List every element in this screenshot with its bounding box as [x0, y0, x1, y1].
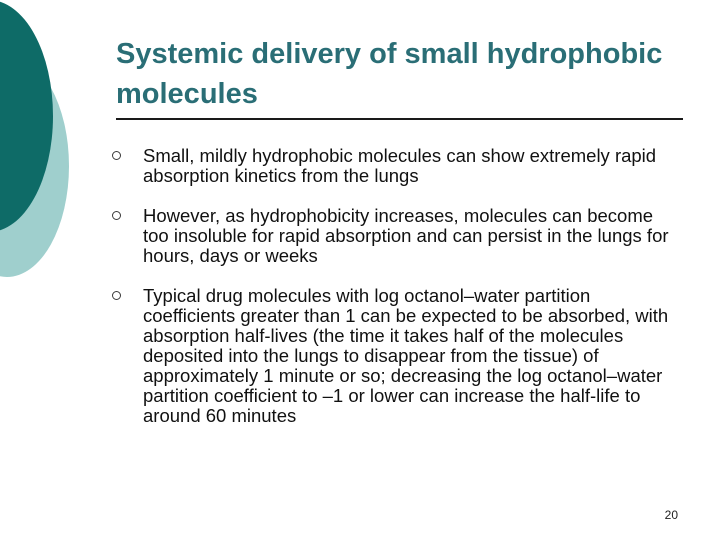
decorative-circles	[0, 0, 80, 300]
title-underline	[116, 118, 683, 120]
bullet-text: Small, mildly hydrophobic molecules can show extremely rapid absorption kinetics from the lungs	[143, 145, 657, 186]
page-number: 20	[664, 508, 678, 522]
bullet-list	[112, 146, 682, 446]
bullet-item	[112, 146, 682, 186]
bullet-item	[112, 206, 682, 266]
bullet-circle-icon	[112, 151, 121, 160]
bullet-item	[112, 286, 682, 426]
bullet-circle-icon	[112, 291, 121, 300]
bullet-text: However, as hydrophobicity increases, molecules can become too insoluble for rapid absorption and can persist in the lungs for hours, days or weeks	[143, 205, 669, 266]
bullet-circle-icon	[112, 211, 121, 220]
slide-title: Systemic delivery of small hydrophobic molecules	[116, 38, 663, 110]
bullet-text: Typical drug molecules with log octanol–water partition coefficients greater than 1 can be expected to be absorbed, with absorption half-lives (the time it takes half of the molecules deposited into the lungs to disappear from the tissue) of approximately 1 minute or so; decreasing the log octanol–water partition coefficient to –1 or lower can increase the half-life to around 60 minutes	[143, 285, 669, 426]
